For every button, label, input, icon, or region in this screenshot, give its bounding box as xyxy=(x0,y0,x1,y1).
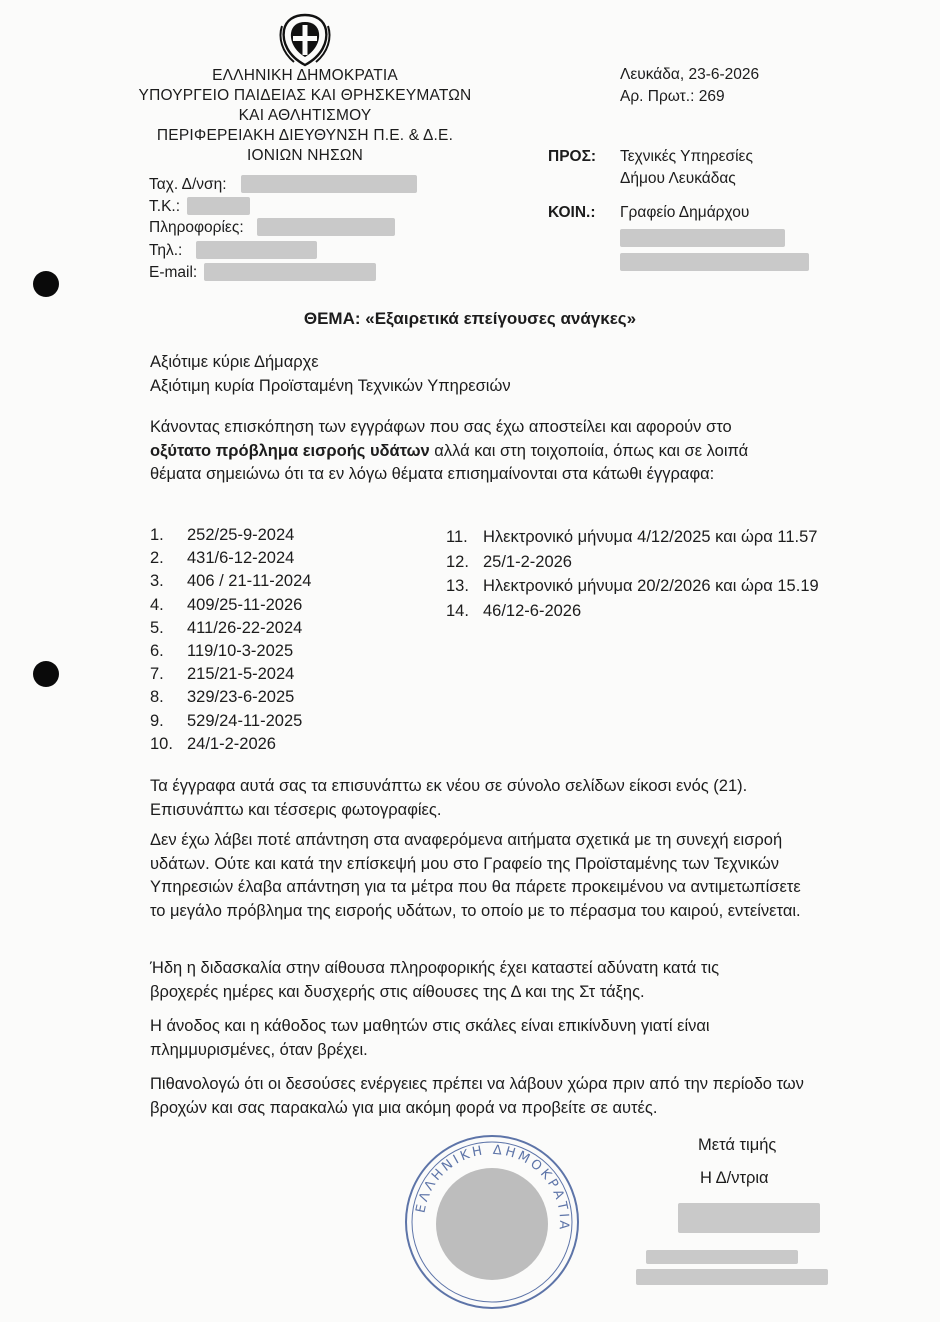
item-number: 8. xyxy=(150,688,164,707)
list-item xyxy=(150,733,311,756)
item-ref: 215/21-5-2024 xyxy=(187,665,295,684)
list-item xyxy=(150,570,311,593)
list-item xyxy=(150,663,311,686)
item-number: 5. xyxy=(150,618,164,637)
redacted-email xyxy=(204,263,376,281)
redacted-signature-line-2 xyxy=(636,1269,828,1285)
phone-label: Τηλ.: xyxy=(149,242,183,259)
salutation-head: Αξιότιμη κυρία Προϊσταμένη Τεχνικών Υπηρεσιών xyxy=(150,377,511,395)
redacted-signature-line-1 xyxy=(646,1250,798,1264)
paragraph-no-response: Δεν έχω λάβει ποτέ απάντηση στα αναφερόμενα αιτήματα σχετικά με τη συνεχή εισροή υδάτων. Ούτε και κατά την επίσκεψή μου στο Γραφείο της Προϊσταμένης των Τεχνικών Υπηρεσιών έλαβα απάντηση για τα μέτρα που θα πάρετε προκειμένου να αντιμετωπίσετε το μεγάλο πρόβλημα της εισροής υδάτων, το οποίο με το πέρασμα του καιρού, εντείνεται. xyxy=(150,831,801,920)
item-ref: 46/12-6-2026 xyxy=(483,601,582,620)
authority-line-4: ΠΕΡΙΦΕΡΕΙΑΚΗ ΔΙΕΥΘΥΝΣΗ Π.Ε. & Δ.Ε. xyxy=(156,127,454,144)
item-ref: 529/24-11-2025 xyxy=(187,711,303,730)
list-item xyxy=(150,617,311,640)
item-number: 4. xyxy=(150,595,164,614)
salutation-mayor: Αξιότιμε κύριε Δήμαρχε xyxy=(150,353,319,371)
coat-of-arms-icon xyxy=(276,12,334,68)
paragraph-attachments: Τα έγγραφα αυτά σας τα επισυνάπτω εκ νέου σε σύνολο σελίδων είκοσι ενός (21). Επισυνάπτω και τέσσερις φωτογραφίες. xyxy=(150,777,748,819)
redacted-cc-2 xyxy=(620,253,809,271)
item-number: 10. xyxy=(150,734,173,753)
stamp-ring-text: ΕΛΛΗΝΙΚΗ ΔΗΜΟΚΡΑΤΙΑ xyxy=(413,1142,572,1233)
redacted-cc-1 xyxy=(620,229,785,247)
item-ref: 25/1-2-2026 xyxy=(483,552,572,571)
subject-line: ΘΕΜΑ: «Εξαιρετικά επείγουσες ανάγκες» xyxy=(303,309,637,328)
list-item xyxy=(150,524,311,547)
signatory-role: Η Δ/ντρια xyxy=(700,1169,769,1187)
place-date: Λευκάδα, 23-6-2026 xyxy=(620,66,760,83)
item-number: 11. xyxy=(446,528,468,546)
to-label: ΠΡΟΣ: xyxy=(548,148,597,165)
item-number: 14. xyxy=(446,601,469,620)
list-item xyxy=(446,599,819,624)
closing-regards: Μετά τιμής xyxy=(698,1136,777,1154)
authority-line-2: ΥΠΟΥΡΓΕΙΟ ΠΑΙΔΕΙΑΣ ΚΑΙ ΘΡΗΣΚΕΥΜΑΤΩΝ xyxy=(138,87,472,104)
protocol-number: Αρ. Πρωτ.: 269 xyxy=(620,88,725,105)
documents-list-left xyxy=(150,524,311,756)
intro-text-bold: οξύτατο πρόβλημα εισροής υδάτων xyxy=(150,441,430,460)
item-ref: 329/23-6-2025 xyxy=(187,688,295,707)
authority-line-1: ΕΛΛΗΝΙΚΗ ΔΗΜΟΚΡΑΤΙΑ xyxy=(212,67,398,84)
item-number: 2. xyxy=(150,549,164,568)
list-item xyxy=(150,710,311,733)
item-ref: Ηλεκτρονικό μήνυμα 20/2/2026 και ώρα 15.19 xyxy=(483,577,819,595)
item-number: 13. xyxy=(446,577,469,595)
item-number: 3. xyxy=(150,572,164,591)
list-item xyxy=(150,640,311,663)
intro-text-end: αλλά και στη τοιχοποιία, όπως και σε λοιπά θέματα σημειώνω ότι τα εν λόγω θέματα επισημαίνονται στα κάτωθι έγγραφα: xyxy=(150,441,749,483)
item-ref: 119/10-3-2025 xyxy=(187,641,294,660)
punch-hole-bottom xyxy=(33,661,59,687)
item-ref: 252/25-9-2024 xyxy=(187,526,295,544)
item-ref: 406 / 21-11-2024 xyxy=(187,572,312,591)
item-number: 9. xyxy=(150,711,164,730)
intro-text-start: Κάνοντας επισκόπηση των εγγράφων που σας έχω αποστείλει και αφορούν στο xyxy=(150,418,732,436)
list-item xyxy=(150,547,311,570)
item-ref: 24/1-2-2026 xyxy=(187,734,276,753)
item-number: 7. xyxy=(150,665,164,684)
cc-recipient: Γραφείο Δημάρχου xyxy=(620,204,750,221)
item-ref: 409/25-11-2026 xyxy=(187,595,303,614)
authority-line-3: ΚΑΙ ΑΘΛΗΤΙΣΜΟΥ xyxy=(238,107,372,124)
list-item xyxy=(150,594,311,617)
list-item xyxy=(150,686,311,709)
paragraph-request: Πιθανολογώ ότι οι δεσούσες ενέργειες πρέπει να λάβουν χώρα πριν από την περίοδο των βροχών και σας παρακαλώ για μια ακόμη φορά να προβείτε σε αυτές. xyxy=(150,1075,804,1117)
redacted-phone xyxy=(196,241,317,259)
item-ref: Ηλεκτρονικό μήνυμα 4/12/2025 και ώρα 11.57 xyxy=(483,528,818,546)
address-label: Ταχ. Δ/νση: xyxy=(149,176,227,193)
redacted-info xyxy=(257,218,395,236)
email-label: E-mail: xyxy=(149,264,198,281)
item-number: 1. xyxy=(150,526,164,544)
redacted-signatory-name xyxy=(678,1203,820,1233)
intro-paragraph xyxy=(150,416,760,487)
list-item xyxy=(446,525,819,550)
documents-list-right xyxy=(446,525,819,623)
punch-hole-top xyxy=(33,271,59,297)
item-ref: 431/6-12-2024 xyxy=(187,549,295,568)
recipient-line-2: Δήμου Λευκάδας xyxy=(620,170,736,187)
redacted-postcode xyxy=(187,197,250,215)
recipient-line-1: Τεχνικές Υπηρεσίες xyxy=(620,148,753,165)
paragraph-teaching: Ήδη η διδασκαλία στην αίθουσα πληροφορικής έχει καταστεί αδύνατη κατά τις βροχερές ημέρες και δυσχερής στις αίθουσες της Δ και της Στ τάξης. xyxy=(150,959,720,1001)
info-label: Πληροφορίες: xyxy=(149,219,244,236)
paragraph-stairs: Η άνοδος και η κάθοδος των μαθητών στις σκάλες είναι επικίνδυνη γιατί είναι πλημμυρισμένες, όταν βρέχει. xyxy=(150,1017,710,1059)
authority-line-5: ΙΟΝΙΩΝ ΝΗΣΩΝ xyxy=(246,147,364,164)
cc-label: ΚΟΙΝ.: xyxy=(548,204,596,221)
official-stamp-icon xyxy=(402,1132,582,1312)
item-ref: 411/26-22-2024 xyxy=(187,618,303,637)
item-number: 12. xyxy=(446,552,469,571)
item-number: 6. xyxy=(150,641,164,660)
postcode-label: Τ.Κ.: xyxy=(149,198,181,215)
redacted-address xyxy=(241,175,417,193)
list-item xyxy=(446,550,819,575)
list-item xyxy=(446,574,819,599)
